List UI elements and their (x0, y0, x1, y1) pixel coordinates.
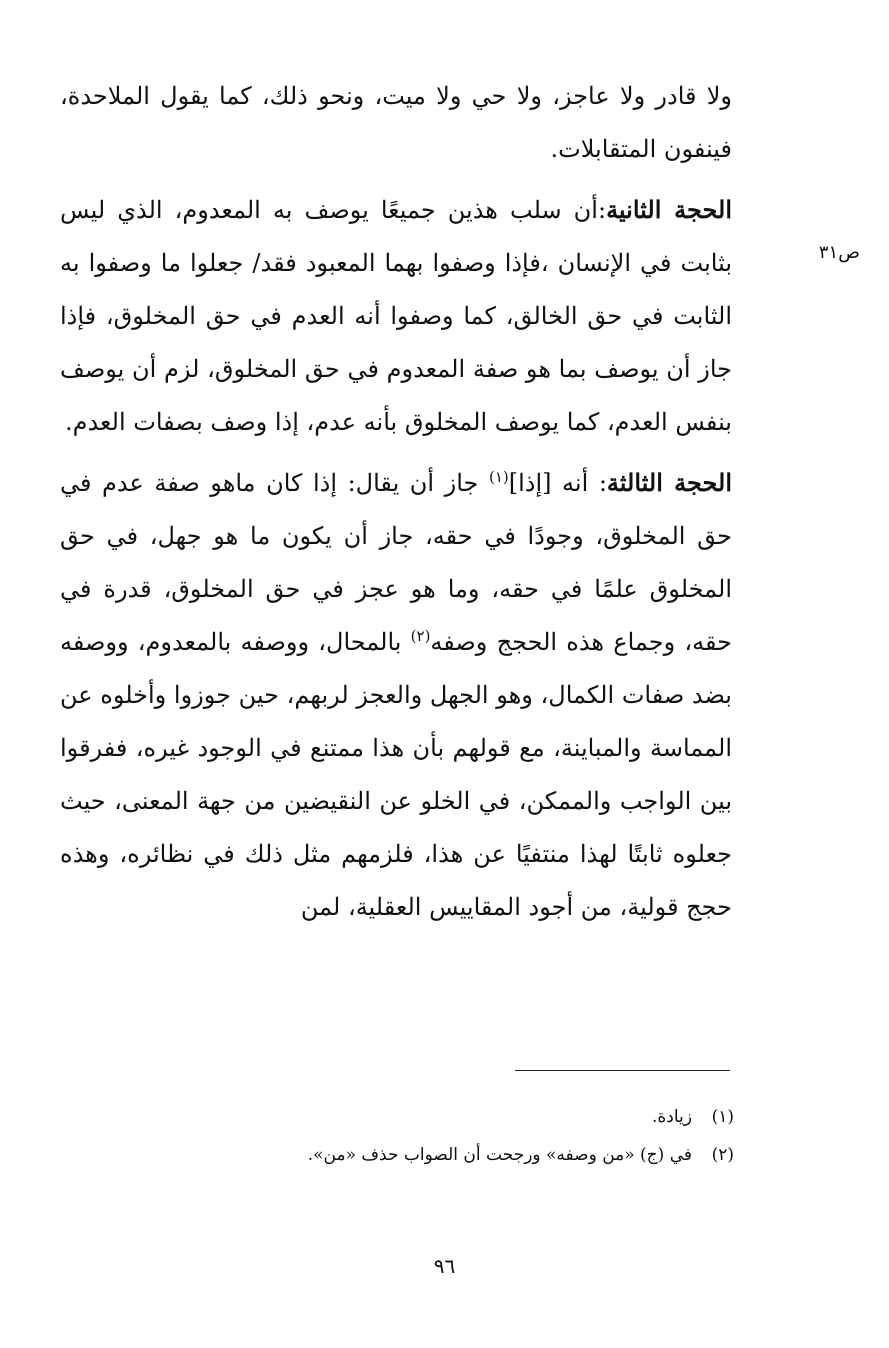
footnote-1-number: (١) (711, 1107, 734, 1127)
paragraph-3-text-b: جاز أن يقال: إذا كان ماهو صفة عدم في حق المخلوق، وجودًا في حقه، جاز أن يكون ما هو جهل، في حق المخلوق علمًا في حقه، وما هو عجز في حق المخلوق، قدرة في حقه، وجماع هذه الحجج وصفه (60, 469, 732, 656)
argument-heading-second: الحجة الثانية (606, 195, 732, 224)
footnote-divider (515, 1070, 730, 1071)
paragraph-2 (60, 183, 732, 449)
margin-page-reference: ص٣١ (818, 242, 860, 263)
page-number: ٩٦ (433, 1254, 456, 1278)
footnote-1 (60, 1098, 734, 1136)
footnote-2 (60, 1136, 734, 1174)
footnote-2-text: في (ج) «من وصفه» ورجحت أن الصواب حذف «من». (307, 1145, 692, 1165)
argument-heading-third: الحجة الثالثة (606, 468, 732, 497)
footnote-ref-2: (٢) (410, 627, 431, 645)
paragraph-2-text: :أن سلب هذين جميعًا يوصف به المعدوم، الذي ليس بثابت في الإنسان ،فإذا وصفوا بهما المعبود فقد/ جعلوا ما وصفوا به الثابت في حق الخالق، كما وصفوا أنه العدم في حق المخلوق، فإذا جاز أن يوصف بما هو صفة المعدوم في حق المخلوق، لزم أن يوصف بنفس العدم، كما يوصف المخلوق بأنه عدم، إذا وصف بصفات العدم. (60, 196, 732, 436)
paragraph-3 (60, 456, 732, 934)
paragraph-3-text-a: : أنه [إذا] (508, 469, 607, 497)
main-text (60, 70, 732, 941)
footnote-ref-1: (١) (488, 468, 509, 486)
footnotes (60, 1098, 734, 1174)
footnote-2-number: (٢) (711, 1145, 734, 1165)
paragraph-3-text-c: بالمحال، ووصفه بالمعدوم، ووصفه بضد صفات الكمال، وهو الجهل والعجز لربهم، حين جوزوا وأخلوه عن المماسة والمباينة، مع قولهم بأن هذا ممتنع في الوجود غيره، ففرقوا بين الواجب والممكن، في الخلو عن النقيضين من جهة المعنى، حيث جعلوه ثابتًا لهذا منتفيًا عن هذا، فلزمهم مثل ذلك في نظائره، وهذه حجج قولية، من أجود المقاييس العقلية، لمن (60, 628, 732, 921)
footnote-1-text: زيادة. (651, 1107, 692, 1127)
paragraph-1: ولا قادر ولا عاجز، ولا حي ولا ميت، ونحو ذلك، كما يقول الملاحدة، فينفون المتقابلات. (60, 82, 732, 163)
